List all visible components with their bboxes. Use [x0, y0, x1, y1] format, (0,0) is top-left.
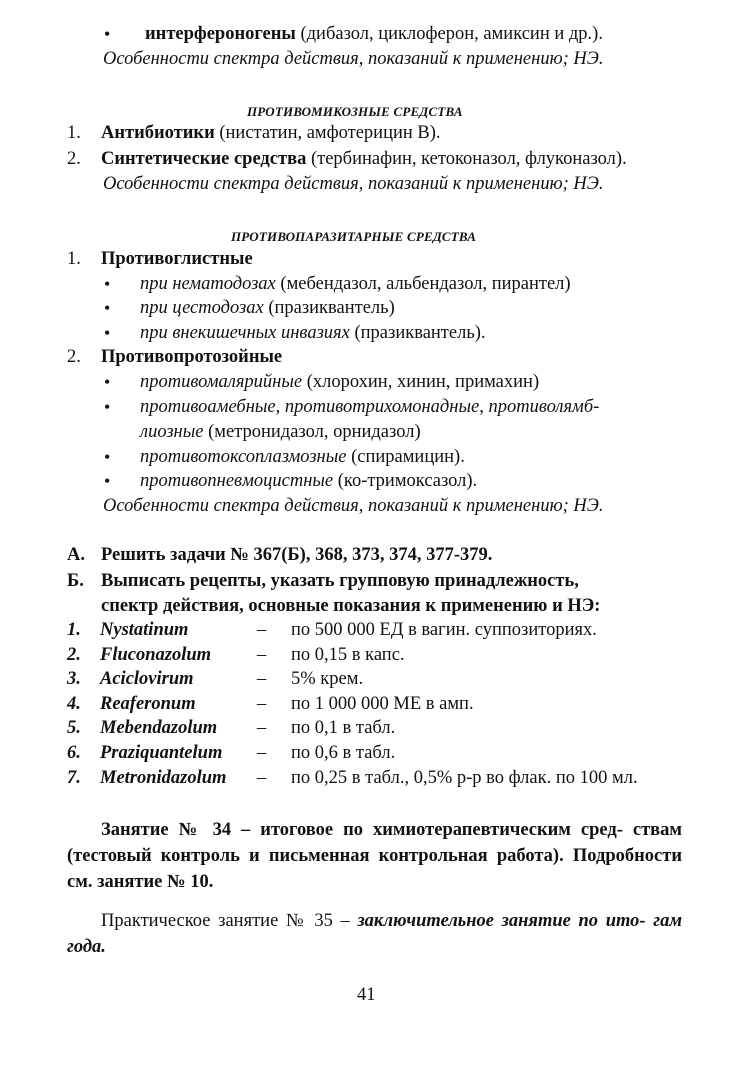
bullet-term: противотоксоплазмозные: [140, 447, 347, 467]
antiprotozoal-bullet-3: [140, 446, 465, 468]
dosage-form: 5% крем.: [291, 669, 364, 690]
item-examples: (тербинафин, кетоконазол, флуконазол).: [306, 149, 627, 169]
prescription-number: 2.: [67, 644, 81, 665]
prescription-dash: –: [257, 693, 267, 714]
task-text: Решить задачи № 367(Б), 368, 373, 374, 377-379.: [101, 545, 493, 565]
interferonogens-examples: (дибазол, циклоферон, амиксин и др.).: [295, 24, 603, 44]
antiparasitic-heading: ПРОТИВОПАРАЗИТАРНЫЕ СРЕДСТВА: [231, 229, 477, 244]
page-number: 41: [357, 985, 376, 1005]
task-label: А.: [67, 545, 85, 565]
top-note: Особенности спектра действия, показаний к применению; НЭ.: [103, 49, 604, 69]
prescription-dash: –: [257, 767, 267, 788]
anthelmintic-bullet-2: [140, 297, 395, 319]
drug-name: Fluconazolum: [100, 644, 212, 665]
antiprotozoal-group: [67, 346, 282, 368]
dosage-form: по 500 000 ЕД в вагин. суппозиториях.: [291, 620, 597, 640]
bullet-examples: (метронидазол, орнидазол): [203, 422, 421, 442]
dosage-form: по 0,15 в капс.: [291, 644, 405, 665]
antiprotozoal-bullet-2: [140, 396, 599, 418]
antiprotozoal-bullet-2-cont: [140, 421, 421, 443]
drug-name: Aciclovirum: [100, 669, 194, 690]
item-term: Синтетические средства: [101, 149, 307, 169]
prescription-number: 7.: [67, 767, 81, 788]
item-number: 1.: [67, 123, 81, 143]
prescription-dash: –: [257, 644, 267, 665]
interferonogens-line: [145, 23, 603, 45]
prescription-dash: –: [257, 718, 267, 739]
bullet-marker: •: [104, 447, 111, 467]
drug-name: Mebendazolum: [100, 718, 218, 739]
bullet-marker: •: [104, 274, 111, 294]
item-term: Антибиотики: [101, 123, 215, 143]
bullet-marker: •: [104, 397, 111, 417]
antiparasitic-note: Особенности спектра действия, показаний к применению; НЭ.: [103, 496, 604, 516]
task-b-cont: спектр действия, основные показания к применению и НЭ:: [101, 596, 601, 616]
prescription-number: 3.: [67, 669, 81, 690]
bullet-examples: (мебендазол, альбендазол, пирантел): [275, 274, 571, 294]
bullet-term: лиозные: [140, 422, 204, 442]
antiprotozoal-bullet-4: [140, 470, 477, 492]
group-title: Противопротозойные: [101, 347, 283, 367]
bullet-marker: •: [104, 323, 111, 343]
bullet-term: противомалярийные: [140, 372, 303, 392]
interferonogens-term: интерфероногены: [145, 24, 296, 44]
dosage-form: по 0,6 в табл.: [291, 743, 396, 763]
anthelmintic-bullet-3: [140, 322, 486, 344]
bullet-term: при внекишечных инвазиях: [140, 323, 350, 343]
bullet-marker: •: [104, 372, 111, 392]
bullet-examples: (спирамицин).: [346, 447, 465, 467]
dosage-form: по 1 000 000 МЕ в амп.: [291, 693, 474, 714]
antifungal-note: Особенности спектра действия, показаний к применению; НЭ.: [103, 174, 604, 194]
group-title: Противоглистные: [101, 249, 253, 269]
task-text: Выписать рецепты, указать групповую принадлежность,: [101, 571, 579, 591]
antifungal-item-1: [67, 122, 441, 144]
lesson-35-text: Практическое занятие № 35 –: [101, 911, 358, 931]
prescription-dash: –: [257, 669, 267, 690]
prescription-number: 6.: [67, 743, 81, 763]
antiprotozoal-bullet-1: [140, 371, 539, 393]
dosage-form: по 0,25 в табл., 0,5% р-р во флак. по 100 мл.: [291, 767, 638, 788]
task-a: [67, 544, 492, 566]
lesson-35-emphasis: заключительное занятие по ито- гам года.: [67, 911, 683, 957]
bullet-marker: •: [104, 471, 111, 491]
bullet-examples: (празиквантель).: [349, 323, 486, 343]
drug-name: Reaferonum: [100, 693, 196, 714]
bullet-examples: (ко-тримоксазол).: [333, 471, 478, 491]
bullet-examples: (хлорохин, хинин, примахин): [302, 372, 540, 392]
prescription-dash: –: [257, 620, 267, 640]
bullet-marker: •: [104, 24, 111, 44]
bullet-term: противопневмоцистные: [140, 471, 334, 491]
lesson-34-paragraph: Занятие № 34 – итоговое по химиотерапевтическим сред- ствам (тестовый контроль и письменная контрольная работа). Подробности см. занятие № 10.: [67, 820, 682, 892]
task-label: Б.: [67, 571, 84, 591]
prescription-number: 5.: [67, 718, 81, 739]
group-number: 1.: [67, 249, 81, 269]
drug-name: Metronidazolum: [100, 767, 227, 788]
drug-name: Praziquantelum: [100, 743, 223, 763]
prescription-dash: –: [257, 743, 267, 763]
bullet-marker: •: [104, 298, 111, 318]
antifungal-item-2: [67, 148, 627, 170]
bullet-term: при нематодозах: [140, 274, 276, 294]
bullet-examples: (празиквантель): [263, 298, 395, 318]
group-number: 2.: [67, 347, 81, 367]
dosage-form: по 0,1 в табл.: [291, 718, 396, 739]
task-b: [67, 570, 579, 592]
drug-name: Nystatinum: [100, 620, 189, 640]
lesson-35-paragraph: [67, 908, 682, 960]
bullet-term: противоамебные, противотрихомонадные, противолямб-: [140, 397, 600, 417]
prescription-number: 1.: [67, 620, 81, 640]
bullet-term: при цестодозах: [140, 298, 264, 318]
item-examples: (нистатин, амфотерицин В).: [214, 123, 441, 143]
item-number: 2.: [67, 149, 81, 169]
anthelmintic-bullet-1: [140, 273, 571, 295]
anthelmintic-group: [67, 248, 253, 270]
prescription-number: 4.: [67, 693, 81, 714]
antifungal-heading: ПРОТИВОМИКОЗНЫЕ СРЕДСТВА: [247, 104, 463, 119]
